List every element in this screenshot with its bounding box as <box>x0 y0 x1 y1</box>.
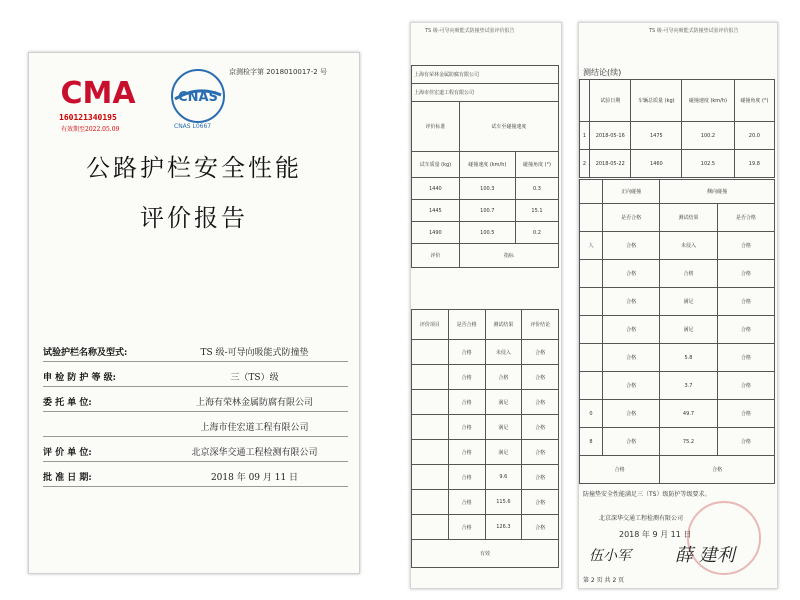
table-cell: 75.2 <box>660 428 717 456</box>
table-cell: 合格 <box>522 415 559 440</box>
info-value: 北京深华交通工程检测有限公司 <box>191 448 318 458</box>
table-cell: 2018-05-16 <box>589 122 631 150</box>
table-cell: 合格 <box>485 365 522 390</box>
table-cell <box>580 260 603 288</box>
table-cell: 车辆总质量 (kg) <box>631 80 682 122</box>
table-cell: 未侵入 <box>485 340 522 365</box>
info-label: 试验护栏名称及型式: <box>43 348 128 358</box>
section-title: 测结论(续) <box>583 68 622 77</box>
table-cell: 合格 <box>717 316 774 344</box>
table-cell: 满足 <box>485 390 522 415</box>
table-cell: 合格 <box>717 232 774 260</box>
signature-1: 伍小军 <box>589 548 631 564</box>
table-cell: 满足 <box>485 440 522 465</box>
table-cell: 试车质量 (kg) <box>412 152 460 178</box>
info-value: TS 级-可导向吸能式防撞垫 <box>200 348 309 358</box>
table-cell: 合格 <box>602 400 659 428</box>
table-cell: 试车至碰撞速度 <box>459 102 558 152</box>
table-cell <box>412 415 449 440</box>
table-cell: 5.8 <box>660 344 717 372</box>
table-cell: 有效 <box>412 540 559 568</box>
table-cell: 合格 <box>602 232 659 260</box>
cma-logo-icon <box>59 71 137 111</box>
table-cell: 指标 <box>459 244 558 268</box>
info-label: 批 准 日 期: <box>43 473 92 483</box>
table-cell: 合格 <box>522 365 559 390</box>
table-cell: 合格 <box>448 415 485 440</box>
table-cell: 是否合格 <box>602 204 659 232</box>
table-cell: 2018-05-22 <box>589 150 631 178</box>
table-cell: 上海市佳宏道工程有限公司 <box>412 84 559 102</box>
info-row-evaluator <box>43 441 348 462</box>
table-cell: 8 <box>580 428 603 456</box>
issuing-org: 北京深华交通工程检测有限公司 <box>599 515 684 522</box>
cnas-code: CNAS L0667 <box>174 123 212 130</box>
cma-subtext: 有效期至2022.05.09 <box>61 126 120 133</box>
table-cell: 100.3 <box>459 178 515 200</box>
table-cell: 合格 <box>717 344 774 372</box>
table-cell: 碰撞速度 (km/h) <box>682 80 735 122</box>
info-value: 2018 年 09 月 11 日 <box>210 473 299 483</box>
table-cell: 上海有荣林金属防腐有限公司 <box>412 66 559 84</box>
table-cell: 49.7 <box>660 400 717 428</box>
info-row-guardrail-type <box>43 341 348 362</box>
info-value: 上海市佳宏道工程有限公司 <box>200 423 309 433</box>
page2-results-table <box>411 309 559 568</box>
table-cell: 未侵入 <box>660 232 717 260</box>
table-cell: 20.0 <box>734 122 774 150</box>
report-title-line-1: 公路护栏安全性能 <box>86 154 302 182</box>
table-cell: 合格 <box>602 316 659 344</box>
table-cell: 合格 <box>522 340 559 365</box>
table-cell: 19.8 <box>734 150 774 178</box>
info-row-client-2 <box>43 416 348 437</box>
info-value: 三（TS）级 <box>230 373 279 383</box>
info-row-client <box>43 391 348 412</box>
cnas-logo-icon <box>167 65 229 127</box>
table-cell: 侧向碰撞 <box>660 180 775 204</box>
table-cell <box>580 372 603 400</box>
table-cell <box>412 515 449 540</box>
table-cell: 合格 <box>580 456 660 484</box>
table-cell: 测试结果 <box>660 204 717 232</box>
table-cell: 满足 <box>660 316 717 344</box>
table-cell: 是否合格 <box>448 310 485 340</box>
svg-text:CMA: CMA <box>60 76 136 111</box>
table-cell: 9.6 <box>485 465 522 490</box>
table-cell: 合格 <box>448 465 485 490</box>
info-label: 评 价 单 位: <box>43 448 92 458</box>
report-info-table <box>43 341 348 491</box>
table-cell: 1445 <box>412 200 460 222</box>
report-page-3 <box>578 22 778 589</box>
table-cell: 合格 <box>448 340 485 365</box>
table-cell: 3.7 <box>660 372 717 400</box>
table-cell: 合格 <box>602 260 659 288</box>
table-cell: 满足 <box>660 288 717 316</box>
table-cell: 合格 <box>717 260 774 288</box>
table-cell: 合格 <box>717 288 774 316</box>
sign-date: 2018 年 9 月 11 日 <box>619 530 692 539</box>
table-cell: 合格 <box>602 372 659 400</box>
svg-text:CNAS: CNAS <box>178 90 218 105</box>
table-cell: 合格 <box>448 365 485 390</box>
page3-results-table <box>579 179 775 484</box>
table-cell: 满足 <box>485 415 522 440</box>
table-cell <box>412 365 449 390</box>
table-cell <box>412 490 449 515</box>
info-row-protection-level <box>43 366 348 387</box>
table-cell: 合格 <box>522 440 559 465</box>
report-cover-page <box>28 52 360 574</box>
table-cell <box>580 344 603 372</box>
info-label: 委 托 单 位: <box>43 398 92 408</box>
table-cell: 合格 <box>522 490 559 515</box>
table-cell: 合格 <box>602 344 659 372</box>
page-header: TS 级-可导向吸能式防撞垫试验评价报告 <box>425 28 515 34</box>
table-cell: 合格 <box>602 428 659 456</box>
table-cell: 合格 <box>448 390 485 415</box>
table-cell: 碰撞角度 (°) <box>734 80 774 122</box>
table-cell: 102.5 <box>682 150 735 178</box>
table-cell: 126.3 <box>485 515 522 540</box>
table-cell: 115.6 <box>485 490 522 515</box>
table-cell: 评价标准 <box>412 102 460 152</box>
table-cell: 人 <box>580 232 603 260</box>
table-cell <box>412 390 449 415</box>
table-cell: 合格 <box>522 465 559 490</box>
info-value: 上海有荣林金属防腐有限公司 <box>195 398 313 408</box>
report-number: 京测检字第 2018010017-2 号 <box>229 68 327 76</box>
table-cell: 2 <box>580 150 590 178</box>
table-cell: 评价项目 <box>412 310 449 340</box>
table-cell: 碰撞速度 (km/h) <box>459 152 515 178</box>
table-cell: 100.2 <box>682 122 735 150</box>
table-cell: 合格 <box>522 515 559 540</box>
table-cell: 0 <box>580 400 603 428</box>
table-cell: 0.3 <box>515 178 558 200</box>
table-cell: 评价结论 <box>522 310 559 340</box>
table-cell: 合格 <box>448 515 485 540</box>
table-cell: 试验日期 <box>589 80 631 122</box>
cma-code: 160121340195 <box>59 113 117 122</box>
table-cell: 1 <box>580 122 590 150</box>
page-number: 第 2 页 共 2 页 <box>583 577 625 584</box>
table-cell: 合格 <box>448 440 485 465</box>
signature-2: 薛 建利 <box>675 545 735 566</box>
page3-top-table <box>579 79 775 178</box>
table-cell: 1490 <box>412 222 460 244</box>
table-cell: 0.2 <box>515 222 558 244</box>
table-cell: 评价 <box>412 244 460 268</box>
page2-table <box>411 65 559 268</box>
table-cell: 1475 <box>631 122 682 150</box>
table-cell: 测试结果 <box>485 310 522 340</box>
report-page-2 <box>410 22 562 589</box>
page-header: TS 级-可导向吸能式防撞垫试验评价报告 <box>649 28 739 34</box>
table-cell: 合格 <box>660 260 717 288</box>
table-cell: 合格 <box>717 400 774 428</box>
table-cell: 100.7 <box>459 200 515 222</box>
table-cell: 是否合格 <box>717 204 774 232</box>
table-cell: 合格 <box>717 372 774 400</box>
table-cell: 合格 <box>660 456 775 484</box>
table-cell: 100.5 <box>459 222 515 244</box>
info-label: 申 检 防 护 等 级: <box>43 373 116 383</box>
table-cell <box>412 340 449 365</box>
table-cell: 1460 <box>631 150 682 178</box>
table-cell <box>580 288 603 316</box>
table-cell: 正向碰撞 <box>602 180 659 204</box>
table-cell: 合格 <box>448 490 485 515</box>
table-cell: 15.1 <box>515 200 558 222</box>
table-cell <box>580 316 603 344</box>
conclusion-statement: 防撞垫安全性能满足三（TS）级防护等级要求。 <box>583 491 711 498</box>
table-cell <box>412 440 449 465</box>
table-cell: 合格 <box>522 390 559 415</box>
table-cell: 1440 <box>412 178 460 200</box>
info-row-approval-date <box>43 466 348 487</box>
table-cell: 合格 <box>602 288 659 316</box>
table-cell: 合格 <box>717 428 774 456</box>
report-title-line-2: 评价报告 <box>140 204 248 232</box>
table-cell: 碰撞角度 (°) <box>515 152 558 178</box>
table-cell <box>412 465 449 490</box>
